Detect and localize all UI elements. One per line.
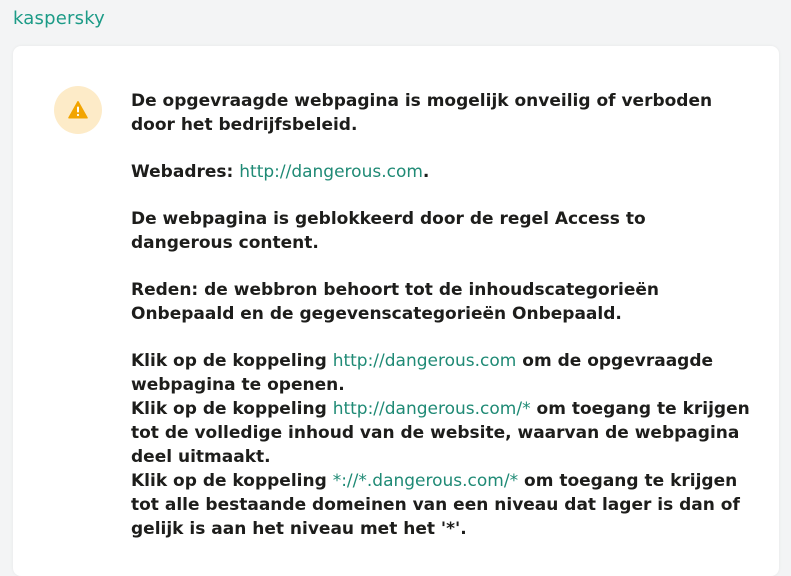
open-page-link[interactable]: http://dangerous.com — [332, 351, 517, 371]
blocked-headline: De opgevraagde webpagina is mogelijk onveilig of verboden door het bedrijfsbeleid. — [131, 91, 713, 135]
web-address-period: . — [422, 162, 430, 182]
blocked-by-rule: De webpagina is geblokkeerd door de regel Access to dangerous content. — [131, 209, 646, 253]
block-message-card — [13, 46, 779, 576]
open-domains-instruction — [131, 469, 751, 541]
block-reason: Reden: de webbron behoort tot de inhoudscategorieën Onbepaald en de gegevenscategorieën Onbepaald. — [131, 280, 659, 324]
warning-icon — [68, 100, 88, 120]
open-domains-prefix: Klik op de koppeling — [131, 471, 327, 491]
open-page-prefix: Klik op de koppeling — [131, 351, 327, 371]
open-site-prefix: Klik op de koppeling — [131, 399, 327, 419]
open-site-suffix: om toegang te krijgen tot de volledige inhoud van de website, waarvan de webpagina deel uitmaakt. — [131, 399, 750, 467]
web-address-label: Webadres: — [131, 162, 234, 182]
open-site-instruction — [131, 397, 751, 469]
open-page-instruction — [131, 349, 751, 397]
open-domains-link[interactable]: *://*.dangerous.com/* — [332, 471, 519, 491]
open-page-suffix: om de opgevraagde webpagina te openen. — [131, 351, 714, 395]
warning-badge — [54, 86, 102, 134]
open-site-link[interactable]: http://dangerous.com/* — [332, 399, 531, 419]
web-address-link[interactable]: http://dangerous.com — [239, 162, 423, 182]
open-domains-suffix: om toegang te krijgen tot alle bestaande domeinen van een niveau dat lager is dan of gelijk is aan het niveau met het '*'. — [131, 471, 740, 539]
web-address-line — [131, 160, 751, 184]
kaspersky-logo: kaspersky — [13, 8, 106, 29]
block-message — [131, 89, 751, 541]
